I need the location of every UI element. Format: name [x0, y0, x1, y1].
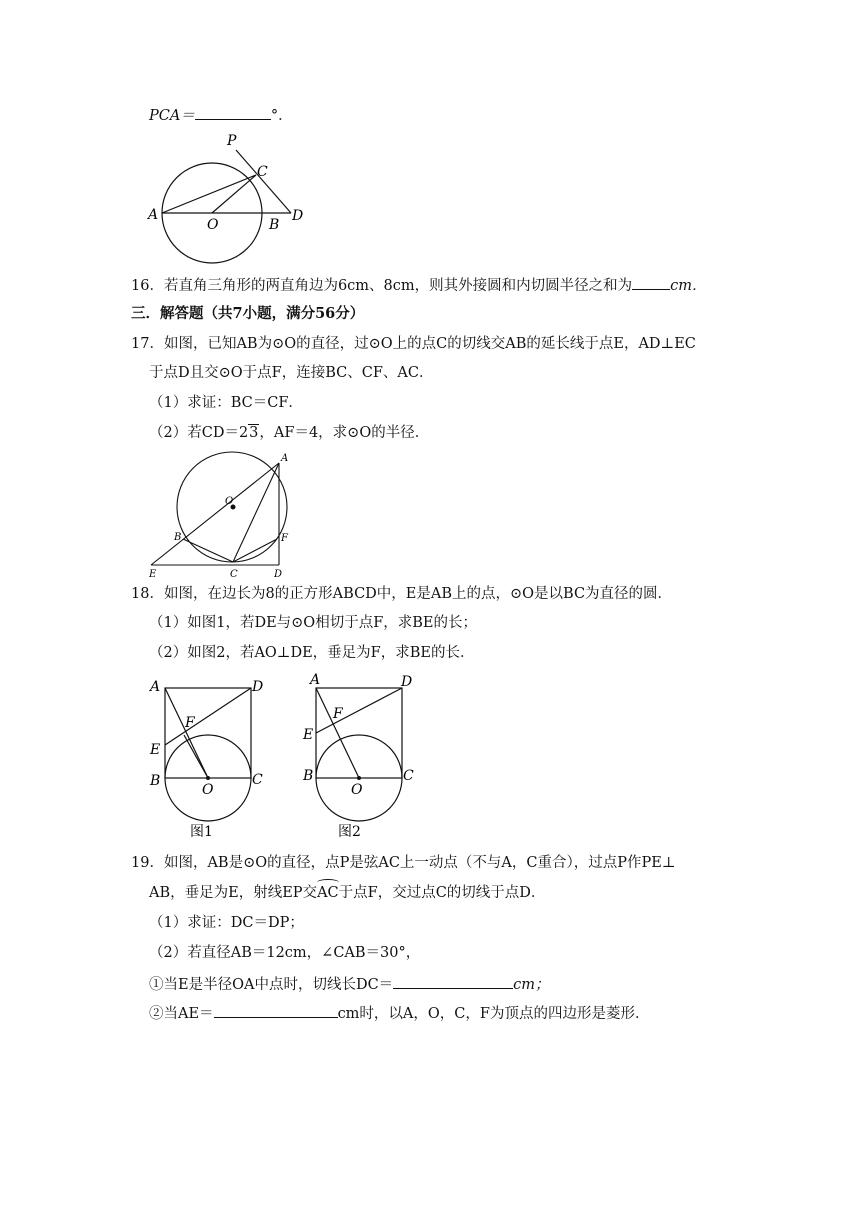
fig18-2-label-O: O — [351, 782, 363, 798]
fig18-1-label-B: B — [150, 773, 161, 789]
fig18-1-label-E: E — [150, 742, 161, 758]
fig17-label-A: A — [281, 453, 289, 464]
fig17-label-C: C — [230, 569, 238, 580]
fig17-label-B: B — [174, 532, 182, 543]
q19-sub2-blank[interactable] — [214, 1002, 338, 1018]
fig17-label-E: E — [149, 569, 157, 580]
fig18-1-label-C: C — [252, 772, 263, 788]
fig18-2-label-D: D — [401, 674, 413, 690]
fig18-2-label-A: A — [310, 673, 321, 688]
fig18-1-label-F: F — [185, 715, 195, 731]
fig18-2-caption: 图2 — [338, 824, 361, 840]
fig15-label-A: A — [148, 207, 159, 223]
q19-sub1: ①当E是半径OA中点时，切线长DC＝ cm； — [149, 973, 550, 995]
fig18-1-label-A: A — [150, 679, 161, 695]
q18-figure-1 — [145, 673, 275, 847]
fig17-label-O: O — [225, 496, 234, 507]
fig18-1-label-O: O — [202, 782, 214, 798]
q17-line2: 于点D且交⊙O于点F，连接BC、CF、AC． — [149, 365, 434, 381]
fig17-label-F: F — [281, 533, 288, 544]
fig18-2-label-B: B — [303, 768, 314, 784]
fig17-label-D: D — [274, 569, 283, 580]
q18-figure-2 — [296, 673, 426, 847]
q16-text: 16．若直角三角形的两直角边为6cm、8cm，则其外接圆和内切圆半径之和为 cm． — [131, 274, 707, 296]
q18-part2: （2）如图2，若AO⊥DE，垂足为F，求BE的长． — [149, 645, 475, 661]
q17-line1: 17．如图，已知AB为⊙O的直径，过⊙O上的点C的切线交AB的延长线于点E，AD⊥EC — [131, 336, 696, 352]
fig15-label-D: D — [292, 208, 304, 224]
fig15-label-C: C — [257, 164, 268, 180]
q15-blank[interactable] — [195, 104, 271, 120]
q18-line1: 18．如图，在边长为8的正方形ABCD中，E是AB上的点，⊙O是以BC为直径的圆． — [131, 586, 673, 602]
fig15-label-B: B — [269, 217, 280, 233]
q19-line1: 19．如图，AB是⊙O的直径，点P是弦AC上一动点（不与A，C重合），过点P作PE⊥ — [131, 855, 676, 871]
q17-part2: （2）若CD＝23，AF＝4，求⊙O的半径． — [149, 425, 430, 441]
q19-sub2: ②当AE＝ cm时，以A，O，C，F为顶点的四边形是菱形． — [149, 1002, 649, 1024]
q19-part2: （2）若直径AB＝12cm，∠CAB＝30°， — [149, 945, 421, 961]
fig15-label-O: O — [207, 217, 219, 233]
q16-blank[interactable] — [632, 274, 670, 290]
fig18-2-label-F: F — [333, 706, 343, 722]
fig18-2-label-E: E — [303, 727, 314, 743]
q19-line2: AB，垂足为E，射线EP交AC于点F，交过点C的切线于点D． — [149, 885, 546, 901]
q17-part1: （1）求证：BC＝CF． — [149, 395, 303, 411]
q18-part1: （1）如图1，若DE与⊙O相切于点F，求BE的长； — [149, 615, 477, 631]
q19-part1: （1）求证：DC＝DP； — [149, 915, 304, 931]
q19-sub1-blank[interactable] — [393, 973, 513, 989]
fig18-1-caption: 图1 — [190, 824, 213, 840]
arc-AC: AC — [317, 885, 339, 901]
fig18-1-label-D: D — [252, 679, 264, 695]
q15-answer-line: PCA＝ °． — [149, 104, 293, 126]
sqrt-3: 3 — [249, 425, 259, 441]
fig18-2-label-C: C — [403, 768, 414, 784]
fig15-label-P: P — [227, 133, 237, 149]
section3-heading: 三．解答题（共7小题，满分56分） — [131, 305, 365, 322]
q15-figure — [140, 128, 320, 272]
q17-figure — [145, 450, 305, 584]
